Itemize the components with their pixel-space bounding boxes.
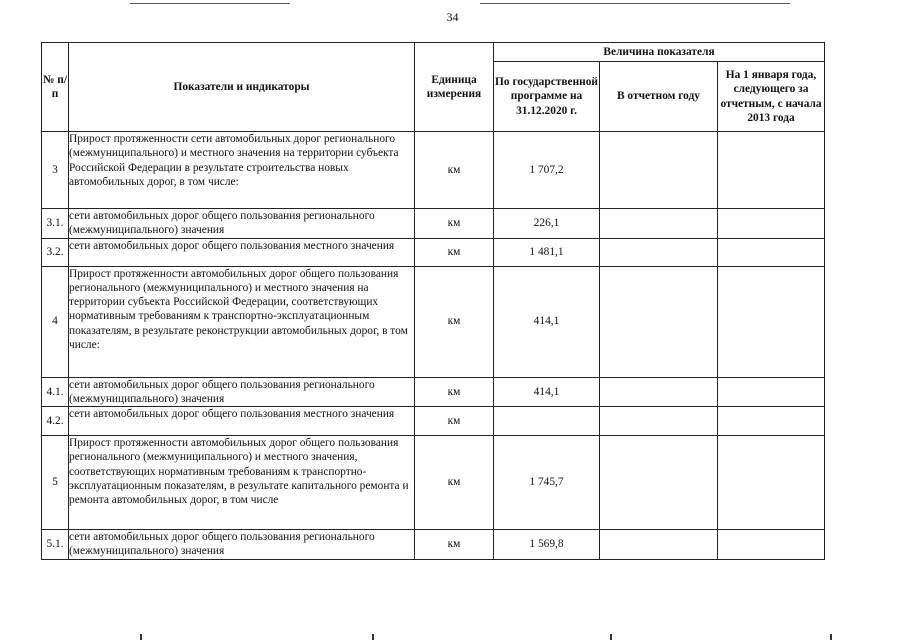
indicators-table	[41, 42, 825, 560]
row-program-value: 1 569,8	[494, 530, 600, 560]
scan-mark	[830, 634, 832, 640]
row-indicator-name: сети автомобильных дорог общего пользования регионального (межмуниципального) значения	[69, 530, 415, 560]
row-program-value: 414,1	[494, 377, 600, 407]
row-jan-value	[718, 266, 825, 377]
table-row	[42, 266, 825, 377]
row-program-value	[494, 407, 600, 436]
header-col-num: № п/п	[42, 43, 69, 132]
row-report-value	[600, 530, 718, 560]
table-row	[42, 377, 825, 407]
row-number: 3	[42, 132, 69, 209]
row-unit: км	[415, 266, 494, 377]
row-program-value: 1 481,1	[494, 238, 600, 266]
row-program-value: 1 745,7	[494, 436, 600, 530]
row-number: 3.1.	[42, 209, 69, 239]
scan-top-rule-right	[480, 3, 790, 4]
header-group-value: Величина показателя	[494, 43, 825, 62]
row-indicator-name: Прирост протяженности автомобильных дорог общего пользования регионального (межмуниципального) и местного значения, соответствующих нормативным требованиям к транспортно-эксплуатационным показателям, в результате капитального ремонта и ремонта автомобильных дорог, в том числе	[69, 436, 415, 530]
table-row	[42, 530, 825, 560]
row-report-value	[600, 209, 718, 239]
table-row	[42, 407, 825, 436]
scan-mark	[140, 634, 142, 640]
row-jan-value	[718, 530, 825, 560]
row-number: 3.2.	[42, 238, 69, 266]
row-unit: км	[415, 377, 494, 407]
table-row	[42, 238, 825, 266]
row-report-value	[600, 377, 718, 407]
row-jan-value	[718, 209, 825, 239]
row-indicator-name: сети автомобильных дорог общего пользования регионального (межмуниципального) значения	[69, 377, 415, 407]
row-unit: км	[415, 209, 494, 239]
scan-mark	[610, 634, 612, 640]
row-report-value	[600, 238, 718, 266]
row-number: 4.1.	[42, 377, 69, 407]
row-jan-value	[718, 407, 825, 436]
row-indicator-name: сети автомобильных дорог общего пользования местного значения	[69, 238, 415, 266]
header-col-program: По государственной программе на 31.12.2020 г.	[494, 62, 600, 132]
row-number: 5	[42, 436, 69, 530]
row-jan-value	[718, 436, 825, 530]
header-col-jan: На 1 января года, следующего за отчетным, с начала 2013 года	[718, 62, 825, 132]
row-indicator-name: сети автомобильных дорог общего пользования регионального (межмуниципального) значения	[69, 209, 415, 239]
table-row	[42, 209, 825, 239]
header-col-unit: Единица измерения	[415, 43, 494, 132]
row-report-value	[600, 407, 718, 436]
page-number: 34	[446, 10, 459, 24]
row-unit: км	[415, 132, 494, 209]
table-row	[42, 436, 825, 530]
row-report-value	[600, 132, 718, 209]
row-report-value	[600, 436, 718, 530]
row-number: 4.2.	[42, 407, 69, 436]
row-jan-value	[718, 377, 825, 407]
row-program-value: 1 707,2	[494, 132, 600, 209]
row-jan-value	[718, 132, 825, 209]
header-col-name: Показатели и индикаторы	[69, 43, 415, 132]
row-report-value	[600, 266, 718, 377]
row-unit: км	[415, 530, 494, 560]
row-indicator-name: Прирост протяженности сети автомобильных дорог регионального (межмуниципального) и местного значения на территории субъекта Российской Федерации в результате строительства новых автомобильных дорог, в том числе:	[69, 132, 415, 209]
row-program-value: 414,1	[494, 266, 600, 377]
row-indicator-name: сети автомобильных дорог общего пользования местного значения	[69, 407, 415, 436]
table-row	[42, 132, 825, 209]
row-number: 5.1.	[42, 530, 69, 560]
row-number: 4	[42, 266, 69, 377]
row-unit: км	[415, 238, 494, 266]
scan-top-rule-left	[130, 3, 290, 4]
row-unit: км	[415, 407, 494, 436]
header-col-report: В отчетном году	[600, 62, 718, 132]
row-jan-value	[718, 238, 825, 266]
row-program-value: 226,1	[494, 209, 600, 239]
row-indicator-name: Прирост протяженности автомобильных дорог общего пользования регионального (межмуниципального) и местного значения на территории субъекта Российской Федерации, соответствующих нормативным требованиям к транспортно-эксплуатационным показателям, в результате реконструкции автомобильных дорог, в том числе:	[69, 266, 415, 377]
scan-mark	[372, 634, 374, 640]
row-unit: км	[415, 436, 494, 530]
